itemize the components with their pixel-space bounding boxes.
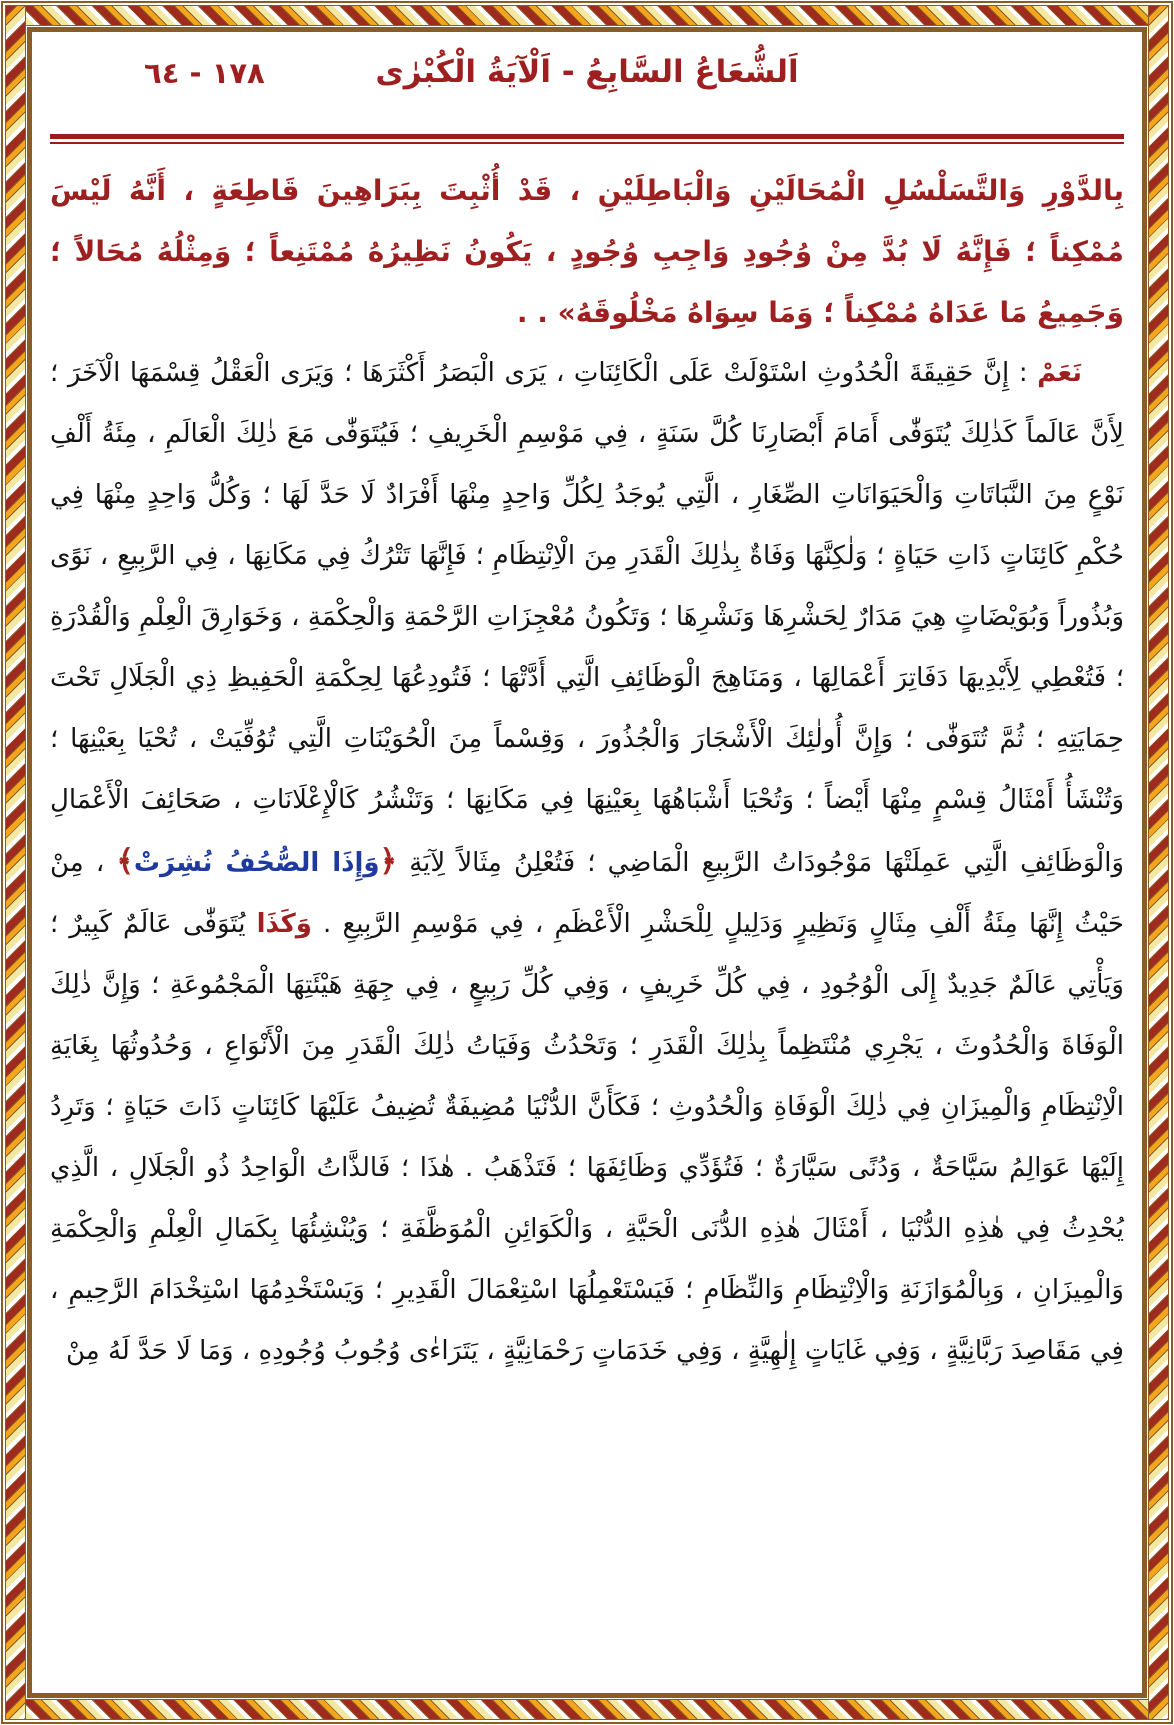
text-segment-black: : إِنَّ حَقِيقَةَ الْحُدُوثِ اسْتَوْلَتْ عَلَى الْكَائِنَاتِ ، يَرَى الْبَصَرُ أَكْثَرَهَا ؛ وَيَرَى الْعَقْلُ قِسْمَهَا الْآخَرَ ؛ لِأَنَّ عَالَماً كَذٰلِكَ يُتَوَفّٰى أَمَامَ أَبْصَارِنَا كُلَّ سَنَةٍ ، فِي مَوْسِمِ الْخَرِيفِ ؛ فَيُتَوَفّٰى مَعَ ذٰلِكَ الْعَالَمِ ، مِئَةُ أَلْفِ نَوْعٍ مِنَ النَّبَاتَاتِ وَالْحَيَوَانَاتِ الصِّغَارِ ، الَّتِي يُوجَدُ لِكُلِّ وَاحِدٍ مِنْهَا أَفْرَادٌ لَا حَدَّ لَهَا ؛ وَكُلُّ وَاحِدٍ مِنْهَا فِي حُكْمِ كَائِنَاتٍ ذَاتِ حَيَاةٍ ؛ وَلٰكِنَّهَا وَفَاةٌ بِذٰلِكَ الْقَدَرِ مِنَ الْاِنْتِظَامِ ؛ فَإِنَّهَا تَتْرُكُ فِي مَكَانِهَا ، فِي الرَّبِيعِ ، نَوًى وَبُذُوراً وَبُوَيْضَاتٍ هِيَ مَدَارٌ لِحَشْرِهَا وَنَشْرِهَا ؛ وَتَكُونُ مُعْجِزَاتِ الرَّحْمَةِ وَالْحِكْمَةِ ، وَخَوَارِقَ الْعِلْمِ وَالْقُدْرَةِ ؛ فَتُعْطِي لِأَيْدِيهَا دَفَاتِرَ أَعْمَالِهَا ، وَمَنَاهِجَ الْوَظَائِفِ الَّتِي أَدَّتْهَا ؛ فَتُودِعُهَا لِحِكْمَةِ الْحَفِيظِ ذِي الْجَلَالِ تَحْتَ حِمَايَتِهِ ؛ ثُمَّ تُتَوَفّٰى ؛ وَإِنَّ أُولٰئِكَ الْأَشْجَارَ وَالْجُذُورَ ، وَقِسْماً مِنَ الْحُوَيْنَاتِ الَّتِي تُوُفِّيَتْ ، تُحْيَا بِعَيْنِهَا ؛ وَتُنْشَأُ أَمْثَالُ قِسْمٍ مِنْهَا أَيْضاً ؛ وَتُحْيَا أَشْبَاهُهَا بِعَيْنِهَا فِي مَكَانِهَا ؛ وَتَنْشُرُ كَالْإِعْلَانَاتِ ، صَحَائِفَ الْأَعْمَالِ وَالْوَظَائِفِ الَّتِي عَمِلَتْهَا مَوْجُودَاتُ الرَّبِيعِ الْمَاضِي ؛ فَتُعْلِنُ مِثَالاً لِآيَةِ [50,358,1124,878]
ornamental-border-bottom [5,1699,1169,1720]
text-segment-red: نَعَمْ [1037,358,1082,388]
text-segment-black: ، مِنْ حَيْثُ إِنَّهَا مِئَةُ أَلْفِ مِثَالٍ وَنَظِيرٍ وَدَلِيلٍ لِلْحَشْرِ الْأَعْظَمِ ، فِي مَوْسِمِ الرَّبِيعِ . [50,848,1124,939]
text-segment-red: بِالدَّوْرِ وَالتَّسَلْسُلِ الْمُحَالَيْنِ وَالْبَاطِلَيْنِ ، قَدْ أُثْبِتَ بِبَرَاهِينَ قَاطِعَةٍ ، أَنَّهُ لَيْسَ مُمْكِناً ؛ فَإِنَّهُ لَا بُدَّ مِنْ وُجُودِ وَاجِبِ وُجُودٍ ، يَكُونُ نَظِيرُهُ مُمْتَنِعاً ؛ وَمِثْلُهُ مُحَالاً ؛ وَجَمِيعُ مَا عَدَاهُ مُمْكِناً ؛ وَمَا سِوَاهُ مَخْلُوقَهُ» . . [50,174,1124,329]
page-title: اَلشُّعَاعُ السَّابِعُ - اَلْآيَةُ الْكُبْرٰى [375,54,799,90]
ornamental-border-right [1148,5,1169,1720]
text-segment-bracket: ﴿ [379,844,398,879]
ornamental-border-top [5,5,1169,26]
page-content [32,32,1142,1693]
ornamental-border-left [5,5,26,1720]
text-segment-verse: وَإِذَا الصُّحُفُ نُشِرَتْ [133,848,380,878]
text-segment-bracket: ﴾ [116,844,134,879]
text-segment-red: وَكَذَا [256,909,312,939]
header-divider-double-rule [50,134,1124,144]
page-header [48,48,1126,130]
page-number: ١٧٨ - ٦٤ [144,56,265,90]
main-body-paragraph [50,343,1124,1382]
red-quote-paragraph [50,160,1124,343]
text-segment-black: يُتَوَفّٰى عَالَمٌ كَبِيرٌ ؛ وَيَأْتِي عَالَمٌ جَدِيدٌ إِلَى الْوُجُودِ ، فِي كُلِّ خَرِيفٍ ، وَفِي كُلِّ رَبِيعٍ ، فِي جِهَةِ هَيْئَتِهَا الْمَجْمُوعَةِ ؛ وَإِنَّ ذٰلِكَ الْوَفَاةَ وَالْحُدُوثَ ، يَجْرِي مُنْتَظِماً بِذٰلِكَ الْقَدَرِ ؛ وَتَحْدُثُ وَفَيَاتُ ذٰلِكَ الْقَدَرِ مِنَ الْأَنْوَاعِ ، وَحُدُوثُهَا بِغَايَةِ الْاِنْتِظَامِ وَالْمِيزَانِ فِي ذٰلِكَ الْوَفَاةِ وَالْحُدُوثِ ؛ فَكَأَنَّ الدُّنْيَا مُضِيفَةٌ تُضِيفُ عَلَيْهَا كَائِنَاتٍ ذَاتَ حَيَاةٍ ؛ وَتَرِدُ إِلَيْهَا عَوَالِمُ سَيَّاحَةٌ ، وَدُنًى سَيَّارَةٌ ؛ فَتُؤَدِّي وَظَائِفَهَا ؛ فَتَذْهَبُ . هٰذَا ؛ فَالذَّاتُ الْوَاحِدُ ذُو الْجَلَالِ ، الَّذِي يُحْدِثُ فِي هٰذِهِ الدُّنْيَا ، أَمْثَالَ هٰذِهِ الدُّنَى الْحَيَّةِ ، وَالْكَوَائِنِ الْمُوَظَّفَةِ ؛ وَيُنْشِئُهَا بِكَمَالِ الْعِلْمِ وَالْحِكْمَةِ وَالْمِيزَانِ ، وَبِالْمُوَازَنَةِ وَالْاِنْتِظَامِ وَالنِّظَامِ ؛ فَيَسْتَعْمِلُهَا اسْتِعْمَالَ الْقَدِيرِ ؛ وَيَسْتَخْدِمُهَا اسْتِخْدَامَ الرَّحِيمِ ، فِي مَقَاصِدَ رَبَّانِيَّةٍ ، وَفِي غَايَاتٍ إِلٰهِيَّةٍ ، وَفِي خَدَمَاتٍ رَحْمَانِيَّةٍ ، يَتَرَاءٰى وُجُوبُ وُجُودِهِ ، وَمَا لَا حَدَّ لَهُ مِنْ [50,909,1124,1366]
